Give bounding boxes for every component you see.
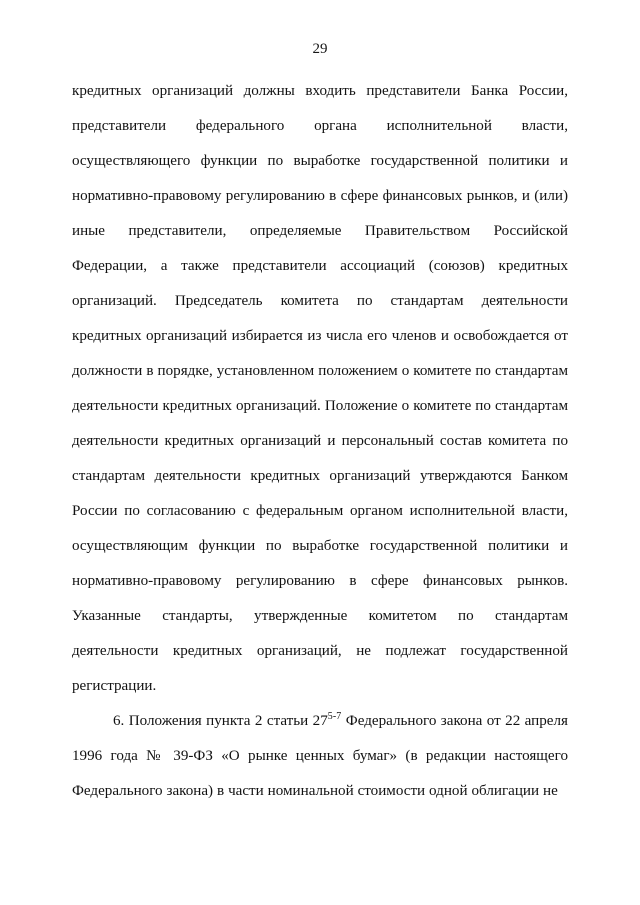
paragraph-continued: кредитных организаций должны входить представители Банка России, представители федерального органа исполнительной власти, осуществляющего функции по выработке государственной политики и нормативно-правовому регулированию в сфере финансовых рынков, и (или) иные представители, определяемые Правительством Российской Федерации, а также представители ассоциаций (союзов) кредитных организаций. Председатель комитета по стандартам деятельности кредитных организаций избирается из числа его членов и освобождается от должности в порядке, установленном положением о комитете по стандартам деятельности кредитных организаций. Положение о комитете по стандартам деятельности кредитных организаций и персональный состав комитета по стандартам деятельности кредитных организаций утверждаются Банком России по согласованию с федеральным органом исполнительной власти, осуществляющим функции по выработке государственной политики и нормативно-правовому регулированию в сфере финансовых рынков. Указанные стандарты, утвержденные комитетом по стандартам деятельности кредитных организаций, не подлежат государственной регистрации. — [72, 83, 568, 694]
document-body — [72, 74, 568, 809]
item-6-text-before-superscript: 6. Положения пункта 2 статьи 27 — [113, 713, 328, 729]
paragraph-item-6 — [72, 704, 568, 809]
article-superscript: 5-7 — [327, 710, 342, 722]
item-6-text-after-superscript: Федерального закона от 22 апреля 1996 года № 39-ФЗ «О рынке ценных бумаг» (в редакции настоящего Федерального закона) в части номинальной стоимости одной облигации не — [72, 713, 568, 799]
page-number: 29 — [312, 41, 328, 57]
